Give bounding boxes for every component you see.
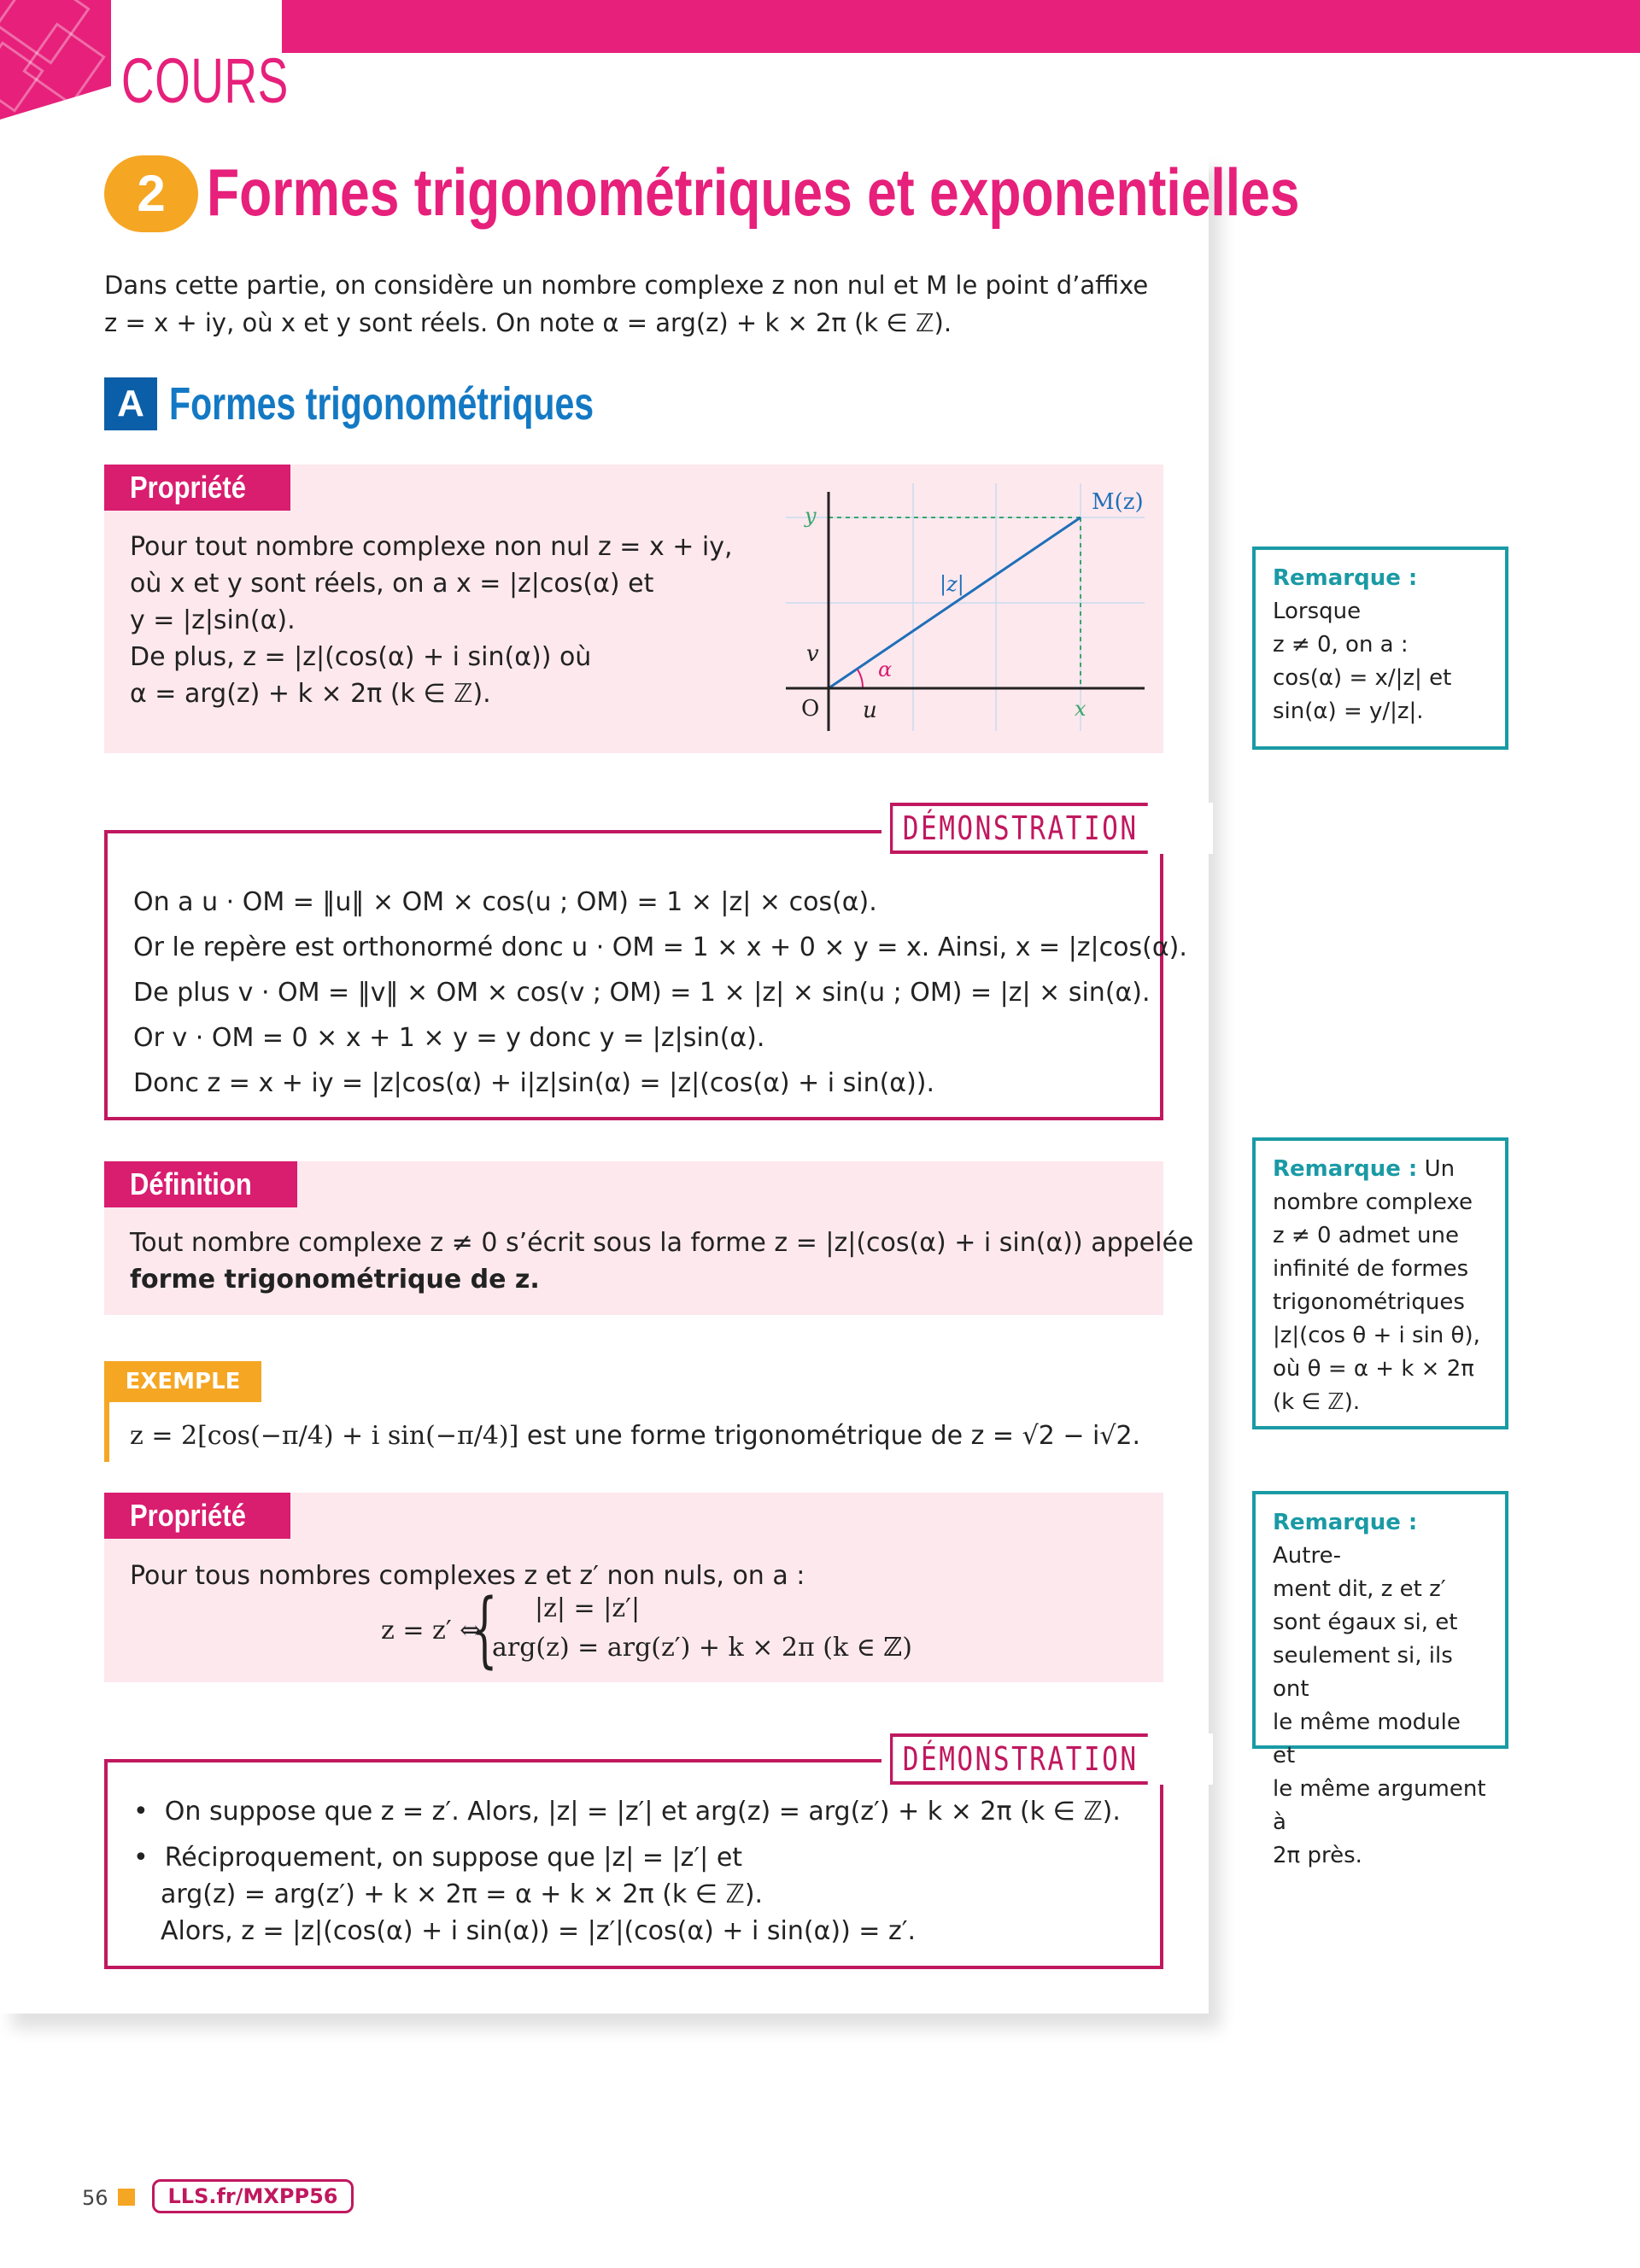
- property-tag-1: Propriété: [104, 465, 290, 511]
- subsection-letter: A: [104, 377, 157, 430]
- property-2-case-2: arg(z) = arg(z′) + k × 2π (k ∈ ℤ): [492, 1633, 913, 1663]
- brace: {: [472, 1581, 498, 1677]
- intro-line-1: Dans cette partie, on considère un nombre complexe z non nul et M le point d’affixe: [104, 271, 1149, 300]
- corner-decoration: [0, 0, 111, 120]
- bullet-text: Réciproquement, on suppose que |z| = |z′| et: [164, 1843, 743, 1873]
- example-sentence: est une forme trigonométrique de z = √2 − i√2.: [526, 1421, 1141, 1451]
- demonstration-1-line: On a u · OM = ‖u‖ × OM × cos(u ; OM) = 1 × |z| × cos(α).: [133, 887, 877, 917]
- property-tag-2: Propriété: [104, 1493, 290, 1539]
- demonstration-1-line: Donc z = x + iy = |z|cos(α) + i|z|sin(α) = |z|(cos(α) + i sin(α)).: [133, 1068, 935, 1098]
- remark-1-line: sin(α) = y/|z|.: [1273, 699, 1424, 724]
- intro-text: [104, 266, 1155, 342]
- page-number: 56: [82, 2186, 108, 2210]
- footer-link[interactable]: LLS.fr/MXPP56: [152, 2179, 354, 2213]
- demonstration-1-line: Or v · OM = 0 × x + 1 × y = y donc y = |z|sin(α).: [133, 1023, 765, 1053]
- demonstration-label: DÉMONSTRATION: [890, 803, 1148, 854]
- remark-3-line: le même argument à: [1273, 1776, 1486, 1835]
- footer-square: [118, 2189, 135, 2206]
- remark-3-line: le même module et: [1273, 1710, 1461, 1768]
- example-text: [130, 1418, 1140, 1454]
- definition-line-2: forme trigonométrique de z.: [130, 1265, 540, 1295]
- remark-2-line: trigonométriques: [1273, 1289, 1465, 1315]
- demonstration-1-text: [133, 880, 1187, 1106]
- remark-2-label: Remarque :: [1273, 1156, 1418, 1182]
- property-1-line: Pour tout nombre complexe non nul z = x + iy,: [130, 532, 733, 562]
- vector-u-label: u: [863, 698, 877, 723]
- complex-plane-figure: [769, 475, 1153, 739]
- definition-line-1: Tout nombre complexe z ≠ 0 s’écrit sous la forme z = |z|(cos(α) + i sin(α)) appelée: [130, 1228, 1194, 1258]
- remark-2-line: infinité de formes: [1273, 1256, 1469, 1282]
- bullet-marker: •: [133, 1797, 165, 1827]
- demonstration-2-bullet-2: [133, 1839, 916, 1949]
- point-m-label: M(z): [1092, 489, 1144, 515]
- remark-2-line: Un: [1424, 1156, 1456, 1182]
- definition-tag: Définition: [104, 1161, 297, 1207]
- remark-3-line: ment dit, z et z′: [1273, 1576, 1446, 1602]
- modulus-label: |z|: [940, 572, 964, 596]
- demonstration-2-bullet-1: [133, 1793, 1121, 1830]
- property-1-line: où x et y sont réels, on a x = |z|cos(α) et: [130, 569, 654, 599]
- remark-1-line: Lorsque: [1273, 599, 1362, 624]
- vector-v-label: v: [806, 641, 819, 667]
- example-tag: EXEMPLE: [104, 1361, 261, 1402]
- definition-text: [130, 1225, 1193, 1298]
- remark-box-2: [1252, 1137, 1508, 1429]
- remark-box-3: [1252, 1491, 1508, 1868]
- remark-2-line: |z|(cos θ + i sin θ),: [1273, 1323, 1480, 1348]
- demonstration-tag-1: [882, 803, 1213, 854]
- remark-2-line: z ≠ 0 admet une: [1273, 1223, 1459, 1248]
- remark-1-line: cos(α) = x/|z| et: [1273, 665, 1452, 691]
- demonstration-label: DÉMONSTRATION: [890, 1733, 1148, 1785]
- remark-2-line: nombre complexe: [1273, 1190, 1473, 1215]
- property-1-line: α = arg(z) + k × 2π (k ∈ ℤ).: [130, 679, 491, 709]
- page-label: COURS: [121, 45, 290, 116]
- x-label: x: [1075, 697, 1086, 721]
- remark-2-line: où θ = α + k × 2π: [1273, 1356, 1474, 1382]
- remark-box-1: [1252, 547, 1508, 750]
- property-1-line: De plus, z = |z|(cos(α) + i sin(α)) où: [130, 642, 592, 672]
- property-2-lhs: z = z′ ⇔: [381, 1616, 482, 1645]
- remark-3-line: Autre-: [1273, 1543, 1341, 1569]
- bullet-text: arg(z) = arg(z′) + k × 2π = α + k × 2π (k ∈ ℤ).: [161, 1879, 764, 1909]
- section-number: 2: [104, 155, 198, 232]
- remark-3-line: sont égaux si, et: [1273, 1610, 1458, 1635]
- demonstration-1-line: Or le repère est orthonormé donc u · OM = 1 × x + 0 × y = x. Ainsi, x = |z|cos(α).: [133, 932, 1187, 962]
- bullet-text: On suppose que z = z′. Alors, |z| = |z′| et arg(z) = arg(z′) + k × 2π (k ∈ ℤ).: [164, 1797, 1121, 1827]
- origin-label: O: [801, 696, 820, 722]
- demonstration-1-line: De plus v · OM = ‖v‖ × OM × cos(v ; OM) = 1 × |z| × sin(u ; OM) = |z| × sin(α).: [133, 978, 1151, 1008]
- property-2-case-1: |z| = |z′|: [535, 1593, 641, 1623]
- subsection-title: Formes trigonométriques: [169, 378, 594, 430]
- example-formula: z = 2[cos(−π/4) + i sin(−π/4)]: [130, 1421, 519, 1451]
- section-title: Formes trigonométriques et exponentielles: [207, 155, 1300, 230]
- property-2-intro: Pour tous nombres complexes z et z′ non nuls, on a :: [130, 1561, 805, 1591]
- remark-2-line: (k ∈ ℤ).: [1273, 1389, 1361, 1415]
- property-1-line: y = |z|sin(α).: [130, 605, 296, 635]
- remark-1-label: Remarque :: [1273, 565, 1418, 591]
- header-bar: [282, 0, 1640, 53]
- remark-3-line: seulement si, ils ont: [1273, 1643, 1453, 1702]
- example-bar: [104, 1402, 109, 1462]
- bullet-text: Alors, z = |z|(cos(α) + i sin(α)) = |z′|(cos(α) + i sin(α)) = z′.: [161, 1916, 917, 1946]
- intro-line-2: z = x + iy, où x et y sont réels. On note α = arg(z) + k × 2π (k ∈ ℤ).: [104, 308, 952, 337]
- bullet-marker: •: [133, 1843, 165, 1873]
- remark-3-line: 2π près.: [1273, 1843, 1362, 1868]
- demonstration-tag-2: [882, 1733, 1213, 1785]
- remark-3-label: Remarque :: [1273, 1510, 1418, 1535]
- remark-1-line: z ≠ 0, on a :: [1273, 632, 1409, 658]
- y-label: y: [805, 504, 817, 528]
- angle-label: α: [878, 658, 893, 681]
- property-text-1: [130, 529, 733, 712]
